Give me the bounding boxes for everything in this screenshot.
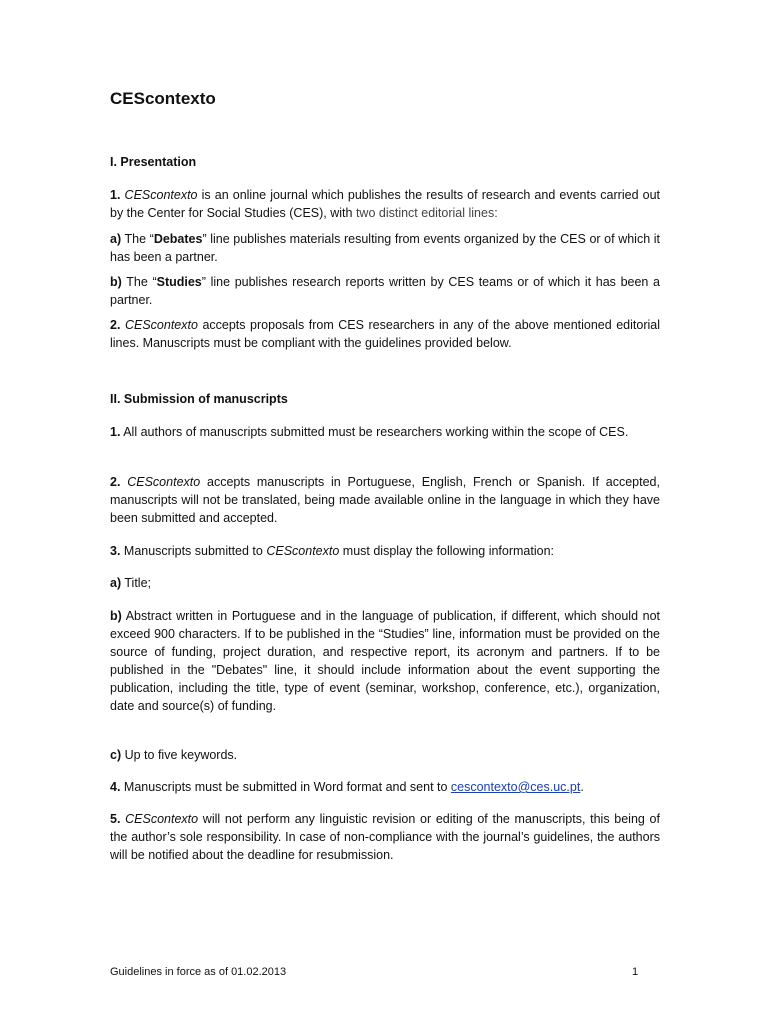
submission-paragraph-1 — [110, 423, 660, 441]
section-heading-presentation: I. Presentation — [110, 155, 197, 169]
submission-paragraph-5 — [110, 810, 660, 864]
paragraph-text: is an online journal which publishes the results of research and events carried out by the Center for Social Studies (CES), with — [110, 188, 660, 220]
submission-paragraph-2 — [110, 473, 660, 527]
item-number: 1. — [110, 425, 121, 439]
document-title: CEScontexto — [110, 89, 216, 108]
item-text-post: ” line publishes materials resulting from events organized by the CES or of which it has been a partner. — [110, 232, 660, 264]
journal-name: CEScontexto — [266, 544, 340, 558]
item-text-post: ” line publishes research reports written by CES teams or of which it has been a partner. — [110, 275, 660, 307]
item-text: Abstract written in Portuguese and in the language of publication, if different, which should not exceed 900 characters. If to be published in the “Studies” line, information must be provided on the source of funding, project duration, and respective report, its acronym and partners. If to be published in the "Debates" line, it should include information about the event supporting the publication, including the title, type of event (seminar, workshop, conference, etc.), organization, date and source(s) of funding. — [110, 609, 660, 713]
journal-name: CEScontexto — [127, 475, 201, 489]
paragraph-end: . — [580, 780, 584, 794]
journal-name: CEScontexto — [124, 318, 198, 332]
paragraph-text: Manuscripts must be submitted in Word format and sent to — [120, 780, 451, 794]
paragraph-text-tail: two distinct editorial lines: — [355, 206, 498, 220]
paragraph-text-post: must display the following information: — [339, 544, 554, 558]
item-number: 1. — [110, 188, 121, 202]
item-text-pre: The “ — [121, 275, 157, 289]
item-number: 2. — [110, 475, 121, 489]
paragraph-text-pre: Manuscripts submitted to — [120, 544, 267, 558]
paragraph-text: accepts proposals from CES researchers in any of the above mentioned editorial lines. Manuscripts must be compliant with the guidelines provided below. — [110, 318, 660, 350]
item-text: Up to five keywords. — [121, 748, 238, 762]
paragraph-text: accepts manuscripts in Portuguese, English, French or Spanish. If accepted, manuscripts will not be translated, being made available online in the language in which they have been submitted and accepted. — [110, 475, 660, 525]
item-label: b) — [110, 275, 122, 289]
line-name-studies: Studies — [156, 275, 202, 289]
item-label: c) — [110, 748, 122, 762]
submission-item-c — [110, 746, 660, 764]
journal-name: CEScontexto — [124, 188, 198, 202]
submission-item-b — [110, 607, 660, 715]
journal-name: CEScontexto — [125, 812, 199, 826]
presentation-item-b — [110, 273, 660, 309]
item-label: a) — [110, 576, 122, 590]
email-link[interactable]: cescontexto@ces.uc.pt — [450, 780, 581, 794]
item-number: 2. — [110, 318, 121, 332]
submission-paragraph-3 — [110, 542, 660, 560]
section-heading-submission: II. Submission of manuscripts — [110, 392, 288, 406]
presentation-paragraph-1 — [110, 186, 660, 222]
item-number: 3. — [110, 544, 121, 558]
item-number: 4. — [110, 780, 121, 794]
footer-guidelines-date: Guidelines in force as of 01.02.2013 — [110, 966, 287, 978]
item-number: 5. — [110, 812, 121, 826]
page-number: 1 — [632, 966, 639, 978]
line-name-debates: Debates — [153, 232, 203, 246]
item-text: Title; — [121, 576, 151, 590]
paragraph-text: All authors of manuscripts submitted must be researchers working within the scope of CES. — [120, 425, 629, 439]
presentation-item-a — [110, 230, 660, 266]
submission-item-a — [110, 574, 660, 592]
item-label: a) — [110, 232, 122, 246]
presentation-paragraph-2 — [110, 316, 660, 352]
item-label: b) — [110, 609, 122, 623]
item-text-pre: The “ — [121, 232, 154, 246]
submission-paragraph-4 — [110, 778, 660, 796]
paragraph-text: will not perform any linguistic revision or editing of the manuscripts, this being of the author’s sole responsibility. In case of non-compliance with the journal’s guidelines, the authors will be notified about the deadline for resubmission. — [110, 812, 660, 862]
